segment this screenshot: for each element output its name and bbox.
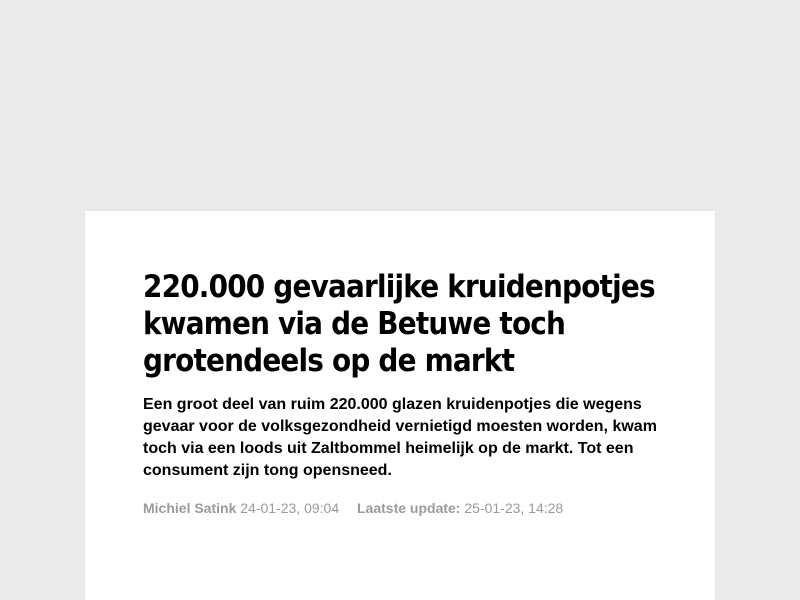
update-date: 25-01-23, 14:28 — [464, 500, 564, 516]
author-link[interactable]: Michiel Satink — [143, 500, 237, 516]
article-intro: Een groot deel van ruim 220.000 glazen kruidenpotjes die wegens gevaar voor de volksgezondheid vernietigd moesten worden, kwam toch via een loods uit Zaltbommel heimelijk op de markt. Tot een consument zijn tong opensneed. — [143, 396, 657, 479]
publish-date: 24-01-23, 09:04 — [240, 500, 340, 516]
update-label: Laatste update: — [357, 500, 461, 516]
article-meta — [143, 499, 683, 517]
article-card — [85, 211, 715, 600]
article-headline: 220.000 gevaarlijke kruidenpotjes kwamen via de Betuwe toch grotendeels op de markt — [143, 269, 655, 379]
article-content — [143, 269, 683, 517]
